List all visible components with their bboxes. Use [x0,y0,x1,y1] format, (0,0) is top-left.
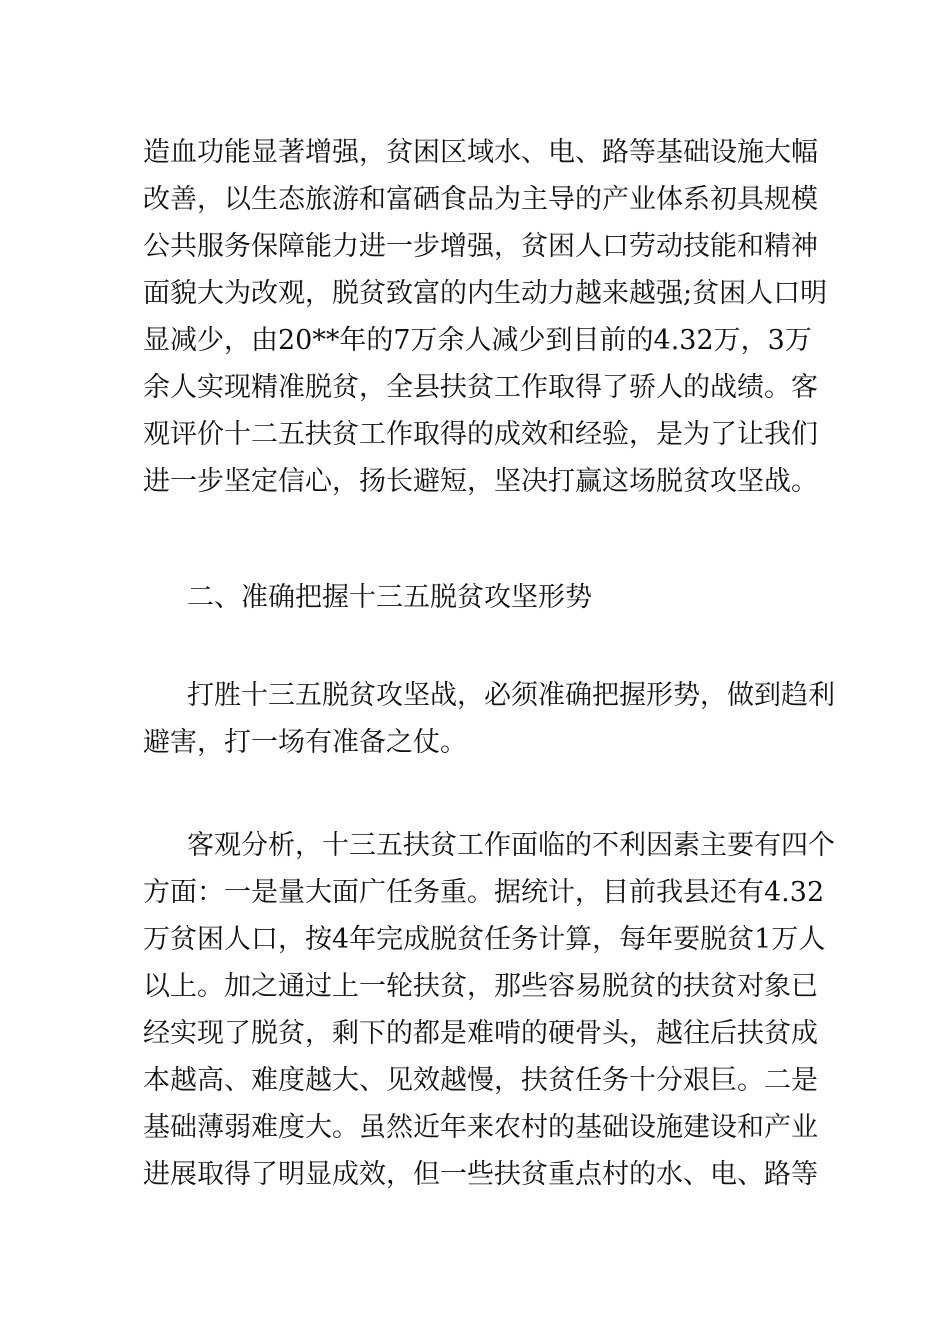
paragraph-line: 基础薄弱难度大。虽然近年来农村的基础设施建设和产业 [143,1112,818,1143]
section-heading: 二、准确把握十三五脱贫攻坚形势 [187,582,592,613]
paragraph-line: 进展取得了明显成效，但一些扶贫重点村的水、电、路等 [143,1159,818,1190]
paragraph-line: 面貌大为改观，脱贫致富的内生动力越来越强;贫困人口明 [143,278,828,309]
paragraph-line: 进一步坚定信心，扬长避短，坚决打赢这场脱贫攻坚战。 [143,466,818,497]
paragraph-line: 余人实现精准脱贫，全县扶贫工作取得了骄人的战绩。客 [143,372,818,403]
paragraph-line: 显减少，由20**年的7万余人减少到目前的4.32万，3万 [143,325,812,356]
paragraph-line: 经实现了脱贫，剩下的都是难啃的硬骨头，越往后扶贫成 [143,1018,818,1049]
paragraph-line: 万贫困人口，按4年完成脱贫任务计算，每年要脱贫1万人 [143,924,826,955]
paragraph-line: 避害，打一场有准备之仗。 [143,727,467,758]
paragraph-line: 客观分析，十三五扶贫工作面临的不利因素主要有四个 [187,830,835,861]
paragraph-line: 造血功能显著增强，贫困区域水、电、路等基础设施大幅 [143,137,818,168]
paragraph-line: 本越高、难度越大、见效越慢，扶贫任务十分艰巨。二是 [143,1065,818,1096]
paragraph-line: 以上。加之通过上一轮扶贫，那些容易脱贫的扶贫对象已 [143,971,818,1002]
paragraph-line: 公共服务保障能力进一步增强，贫困人口劳动技能和精神 [143,231,818,262]
paragraph-line: 观评价十二五扶贫工作取得的成效和经验，是为了让我们 [143,419,818,450]
paragraph-line: 方面：一是量大面广任务重。据统计，目前我县还有4.32 [143,877,825,908]
paragraph-line: 打胜十三五脱贫攻坚战，必须准确把握形势，做到趋利 [187,680,835,711]
paragraph-line: 改善，以生态旅游和富硒食品为主导的产业体系初具规模 [143,184,818,215]
